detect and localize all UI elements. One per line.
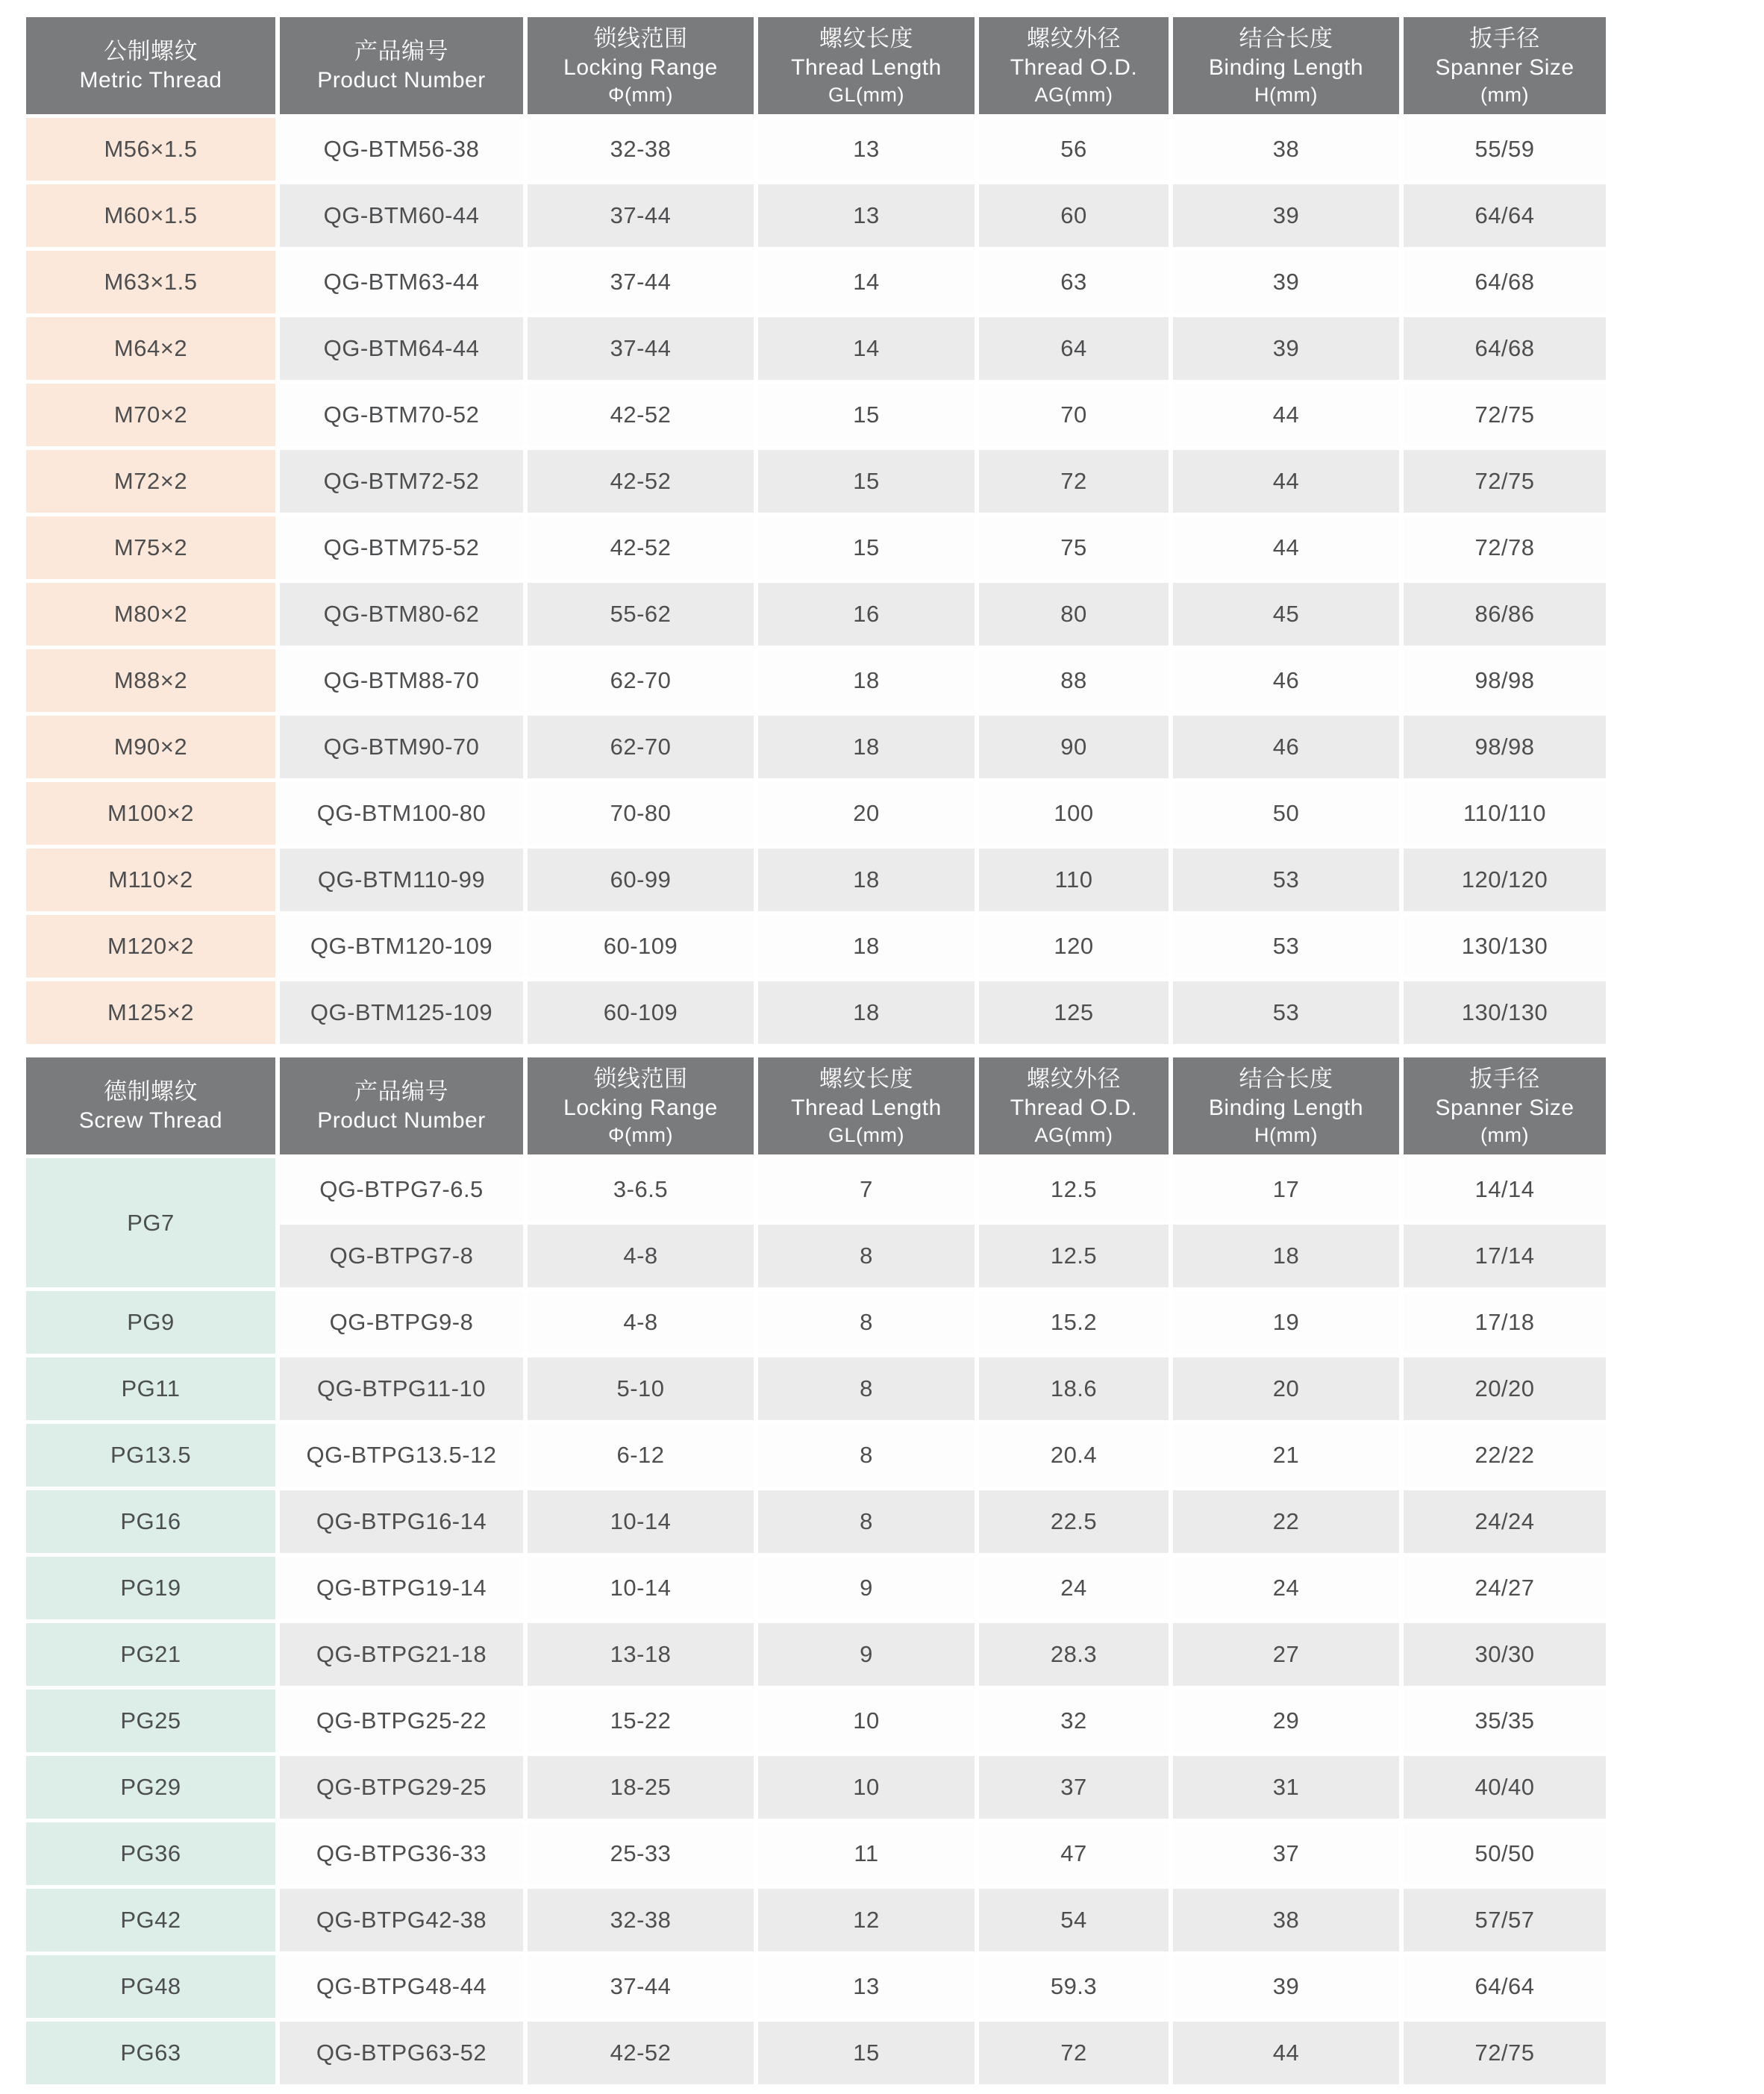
value-cell: QG-BTPG29-25 xyxy=(280,1756,523,1819)
value-cell: 50 xyxy=(1173,782,1399,845)
metric-row xyxy=(26,583,1606,646)
value-cell: 22 xyxy=(1173,1490,1399,1553)
value-cell: 4-8 xyxy=(528,1225,754,1287)
value-cell: 32-38 xyxy=(528,1889,754,1951)
metric-row xyxy=(26,915,1606,978)
value-cell: QG-BTPG13.5-12 xyxy=(280,1424,523,1487)
value-cell: 17/14 xyxy=(1404,1225,1606,1287)
value-cell: 64/68 xyxy=(1404,251,1606,313)
screw-row xyxy=(26,1822,1606,1885)
value-cell: 40/40 xyxy=(1404,1756,1606,1819)
value-cell: 57/57 xyxy=(1404,1889,1606,1951)
header-label-zh: 结合长度 xyxy=(1239,1066,1333,1092)
value-cell: 37 xyxy=(1173,1822,1399,1885)
value-cell: 18 xyxy=(758,716,975,778)
value-cell: 18 xyxy=(758,981,975,1044)
value-cell: 24/27 xyxy=(1404,1557,1606,1619)
value-cell: 53 xyxy=(1173,915,1399,978)
value-cell: 64/68 xyxy=(1404,317,1606,380)
value-cell: 20.4 xyxy=(979,1424,1169,1487)
value-cell: 20 xyxy=(1173,1357,1399,1420)
value-cell: 13 xyxy=(758,184,975,247)
header-label-zh: 螺纹外径 xyxy=(1027,1066,1121,1092)
screw-row xyxy=(26,2022,1606,2084)
value-cell: 20/20 xyxy=(1404,1357,1606,1420)
header-label-en: Locking Range xyxy=(563,55,718,80)
column-header-thread-length xyxy=(758,1057,975,1154)
header-label-unit: H(mm) xyxy=(1254,1124,1318,1146)
screw-row xyxy=(26,1756,1606,1819)
metric-row xyxy=(26,848,1606,911)
value-cell: 13 xyxy=(758,118,975,181)
header-label-unit: AG(mm) xyxy=(1034,1124,1113,1146)
metric-row xyxy=(26,184,1606,247)
value-cell: 37-44 xyxy=(528,1955,754,2018)
header-label-en: Product Number xyxy=(317,68,486,93)
value-cell: 18-25 xyxy=(528,1756,754,1819)
value-cell: 42-52 xyxy=(528,384,754,446)
value-cell: QG-BTM63-44 xyxy=(280,251,523,313)
thread-size-cell: M56×1.5 xyxy=(26,118,275,181)
screw-row xyxy=(26,1889,1606,1951)
column-header-locking-range xyxy=(528,17,754,114)
value-cell: 15.2 xyxy=(979,1291,1169,1354)
value-cell: 38 xyxy=(1173,118,1399,181)
value-cell: 70 xyxy=(979,384,1169,446)
value-cell: 20 xyxy=(758,782,975,845)
thread-size-cell: M72×2 xyxy=(26,450,275,513)
header-label-en: Product Number xyxy=(317,1108,486,1133)
value-cell: QG-BTM110-99 xyxy=(280,848,523,911)
header-label-unit: H(mm) xyxy=(1254,84,1318,106)
value-cell: 3-6.5 xyxy=(528,1158,754,1221)
value-cell: 55-62 xyxy=(528,583,754,646)
thread-size-cell: PG36 xyxy=(26,1822,275,1885)
value-cell: 37-44 xyxy=(528,251,754,313)
value-cell: 5-10 xyxy=(528,1357,754,1420)
screw-row xyxy=(26,1357,1606,1420)
value-cell: 16 xyxy=(758,583,975,646)
header-label-unit: AG(mm) xyxy=(1034,84,1113,106)
screw-tbody xyxy=(26,1158,1606,2084)
thread-size-cell: M63×1.5 xyxy=(26,251,275,313)
metric-thread-table xyxy=(22,13,1610,1048)
header-label-unit: (mm) xyxy=(1480,84,1529,106)
value-cell: QG-BTPG7-6.5 xyxy=(280,1158,523,1221)
value-cell: 59.3 xyxy=(979,1955,1169,2018)
thread-size-cell: M120×2 xyxy=(26,915,275,978)
header-label-unit: Φ(mm) xyxy=(607,84,673,106)
value-cell: 22/22 xyxy=(1404,1424,1606,1487)
value-cell: QG-BTPG21-18 xyxy=(280,1623,523,1686)
value-cell: 32-38 xyxy=(528,118,754,181)
value-cell: 8 xyxy=(758,1291,975,1354)
header-label-zh: 公制螺纹 xyxy=(104,38,198,64)
thread-size-cell: PG21 xyxy=(26,1623,275,1686)
header-label-en: Thread Length xyxy=(791,1096,942,1120)
value-cell: 32 xyxy=(979,1690,1169,1752)
value-cell: 44 xyxy=(1173,450,1399,513)
screw-row xyxy=(26,1424,1606,1487)
metric-row xyxy=(26,782,1606,845)
value-cell: QG-BTM64-44 xyxy=(280,317,523,380)
metric-tbody xyxy=(26,118,1606,1044)
column-header-locking-range xyxy=(528,1057,754,1154)
value-cell: 12.5 xyxy=(979,1158,1169,1221)
value-cell: 44 xyxy=(1173,2022,1399,2084)
column-header-thread-od xyxy=(979,17,1169,114)
value-cell: 7 xyxy=(758,1158,975,1221)
value-cell: 37-44 xyxy=(528,184,754,247)
header-label-unit: GL(mm) xyxy=(828,1124,904,1146)
value-cell: 10-14 xyxy=(528,1490,754,1553)
header-label-unit: (mm) xyxy=(1480,1124,1529,1146)
value-cell: 64 xyxy=(979,317,1169,380)
column-header-thread-length xyxy=(758,17,975,114)
column-header-binding-length xyxy=(1173,17,1399,114)
value-cell: 60-99 xyxy=(528,848,754,911)
header-label-zh: 螺纹长度 xyxy=(819,25,913,51)
value-cell: QG-BTM72-52 xyxy=(280,450,523,513)
metric-row xyxy=(26,317,1606,380)
screw-header-row xyxy=(26,1057,1606,1154)
metric-header-row xyxy=(26,17,1606,114)
value-cell: 8 xyxy=(758,1424,975,1487)
value-cell: 60-109 xyxy=(528,981,754,1044)
value-cell: 39 xyxy=(1173,317,1399,380)
value-cell: 38 xyxy=(1173,1889,1399,1951)
value-cell: 18 xyxy=(758,915,975,978)
value-cell: QG-BTPG36-33 xyxy=(280,1822,523,1885)
value-cell: 120/120 xyxy=(1404,848,1606,911)
value-cell: 45 xyxy=(1173,583,1399,646)
thread-size-cell: PG7 xyxy=(26,1158,275,1287)
metric-row xyxy=(26,716,1606,778)
value-cell: 8 xyxy=(758,1225,975,1287)
value-cell: QG-BTM60-44 xyxy=(280,184,523,247)
thread-size-cell: M110×2 xyxy=(26,848,275,911)
thread-size-cell: PG42 xyxy=(26,1889,275,1951)
value-cell: 55/59 xyxy=(1404,118,1606,181)
value-cell: 10 xyxy=(758,1756,975,1819)
value-cell: 30/30 xyxy=(1404,1623,1606,1686)
thread-size-cell: M75×2 xyxy=(26,516,275,579)
screw-row xyxy=(26,1690,1606,1752)
thread-size-cell: M88×2 xyxy=(26,649,275,712)
value-cell: 21 xyxy=(1173,1424,1399,1487)
value-cell: QG-BTM70-52 xyxy=(280,384,523,446)
column-header-product-number xyxy=(280,17,523,114)
value-cell: 42-52 xyxy=(528,2022,754,2084)
value-cell: 13-18 xyxy=(528,1623,754,1686)
value-cell: 72 xyxy=(979,2022,1169,2084)
value-cell: 39 xyxy=(1173,251,1399,313)
value-cell: 14/14 xyxy=(1404,1158,1606,1221)
screw-row xyxy=(26,1557,1606,1619)
metric-row xyxy=(26,981,1606,1044)
value-cell: 24 xyxy=(1173,1557,1399,1619)
value-cell: 90 xyxy=(979,716,1169,778)
column-header-metric-thread xyxy=(26,17,275,114)
value-cell: QG-BTPG16-14 xyxy=(280,1490,523,1553)
value-cell: 37 xyxy=(979,1756,1169,1819)
value-cell: 11 xyxy=(758,1822,975,1885)
header-label-en: Binding Length xyxy=(1208,1096,1364,1120)
value-cell: 130/130 xyxy=(1404,981,1606,1044)
header-label-zh: 德制螺纹 xyxy=(104,1078,198,1104)
value-cell: 4-8 xyxy=(528,1291,754,1354)
thread-size-cell: PG16 xyxy=(26,1490,275,1553)
value-cell: 53 xyxy=(1173,981,1399,1044)
header-label-zh: 螺纹长度 xyxy=(819,1066,913,1092)
thread-size-cell: PG48 xyxy=(26,1955,275,2018)
thread-size-cell: M64×2 xyxy=(26,317,275,380)
value-cell: 46 xyxy=(1173,716,1399,778)
value-cell: 63 xyxy=(979,251,1169,313)
value-cell: 72 xyxy=(979,450,1169,513)
value-cell: 53 xyxy=(1173,848,1399,911)
header-label-en: Thread O.D. xyxy=(1010,55,1138,80)
value-cell: 44 xyxy=(1173,516,1399,579)
value-cell: 120 xyxy=(979,915,1169,978)
value-cell: 37-44 xyxy=(528,317,754,380)
column-header-spanner-size xyxy=(1404,17,1606,114)
value-cell: 75 xyxy=(979,516,1169,579)
value-cell: 17/18 xyxy=(1404,1291,1606,1354)
column-header-binding-length xyxy=(1173,1057,1399,1154)
value-cell: 42-52 xyxy=(528,516,754,579)
header-label-zh: 螺纹外径 xyxy=(1027,25,1121,51)
thread-size-cell: M80×2 xyxy=(26,583,275,646)
thread-size-cell: M90×2 xyxy=(26,716,275,778)
thread-size-cell: PG19 xyxy=(26,1557,275,1619)
header-label-zh: 锁线范围 xyxy=(593,25,688,51)
value-cell: 29 xyxy=(1173,1690,1399,1752)
screw-thread-table xyxy=(22,1054,1610,2088)
value-cell: 88 xyxy=(979,649,1169,712)
value-cell: 72/75 xyxy=(1404,450,1606,513)
value-cell: 110/110 xyxy=(1404,782,1606,845)
value-cell: 27 xyxy=(1173,1623,1399,1686)
metric-row xyxy=(26,450,1606,513)
value-cell: 18 xyxy=(1173,1225,1399,1287)
value-cell: QG-BTPG19-14 xyxy=(280,1557,523,1619)
value-cell: 62-70 xyxy=(528,649,754,712)
column-header-thread-od xyxy=(979,1057,1169,1154)
value-cell: QG-BTM88-70 xyxy=(280,649,523,712)
value-cell: 25-33 xyxy=(528,1822,754,1885)
metric-row xyxy=(26,118,1606,181)
value-cell: 54 xyxy=(979,1889,1169,1951)
value-cell: 22.5 xyxy=(979,1490,1169,1553)
metric-row xyxy=(26,649,1606,712)
value-cell: 14 xyxy=(758,251,975,313)
thread-size-cell: PG9 xyxy=(26,1291,275,1354)
value-cell: 56 xyxy=(979,118,1169,181)
column-header-screw-thread xyxy=(26,1057,275,1154)
value-cell: 19 xyxy=(1173,1291,1399,1354)
value-cell: QG-BTM56-38 xyxy=(280,118,523,181)
header-label-en: Spanner Size xyxy=(1435,55,1574,80)
value-cell: 15 xyxy=(758,516,975,579)
value-cell: 64/64 xyxy=(1404,1955,1606,2018)
thread-size-cell: PG11 xyxy=(26,1357,275,1420)
value-cell: 86/86 xyxy=(1404,583,1606,646)
header-label-en: Binding Length xyxy=(1208,55,1364,80)
value-cell: 8 xyxy=(758,1490,975,1553)
column-header-spanner-size xyxy=(1404,1057,1606,1154)
header-label-zh: 产品编号 xyxy=(354,1078,448,1104)
thread-size-cell: PG29 xyxy=(26,1756,275,1819)
value-cell: 98/98 xyxy=(1404,649,1606,712)
value-cell: 12.5 xyxy=(979,1225,1169,1287)
column-header-product-number xyxy=(280,1057,523,1154)
header-label-zh: 产品编号 xyxy=(354,38,448,64)
value-cell: 72/75 xyxy=(1404,384,1606,446)
value-cell: QG-BTM75-52 xyxy=(280,516,523,579)
header-label-unit: Φ(mm) xyxy=(607,1124,673,1146)
value-cell: 42-52 xyxy=(528,450,754,513)
thread-size-cell: PG63 xyxy=(26,2022,275,2084)
value-cell: QG-BTM125-109 xyxy=(280,981,523,1044)
value-cell: 72/78 xyxy=(1404,516,1606,579)
value-cell: 14 xyxy=(758,317,975,380)
header-label-en: Spanner Size xyxy=(1435,1096,1574,1120)
header-label-unit: GL(mm) xyxy=(828,84,904,106)
metric-row xyxy=(26,516,1606,579)
value-cell: QG-BTM90-70 xyxy=(280,716,523,778)
value-cell: 31 xyxy=(1173,1756,1399,1819)
value-cell: 17 xyxy=(1173,1158,1399,1221)
screw-row xyxy=(26,1158,1606,1221)
value-cell: 100 xyxy=(979,782,1169,845)
thread-size-cell: M125×2 xyxy=(26,981,275,1044)
value-cell: 62-70 xyxy=(528,716,754,778)
value-cell: 80 xyxy=(979,583,1169,646)
header-label-en: Thread Length xyxy=(791,55,942,80)
value-cell: 130/130 xyxy=(1404,915,1606,978)
value-cell: 10-14 xyxy=(528,1557,754,1619)
header-label-zh: 扳手径 xyxy=(1469,25,1540,51)
value-cell: 50/50 xyxy=(1404,1822,1606,1885)
value-cell: 9 xyxy=(758,1557,975,1619)
value-cell: 39 xyxy=(1173,184,1399,247)
header-label-en: Metric Thread xyxy=(79,68,222,93)
value-cell: 110 xyxy=(979,848,1169,911)
value-cell: 15 xyxy=(758,2022,975,2084)
value-cell: 72/75 xyxy=(1404,2022,1606,2084)
value-cell: 98/98 xyxy=(1404,716,1606,778)
thread-size-cell: PG13.5 xyxy=(26,1424,275,1487)
value-cell: QG-BTPG63-52 xyxy=(280,2022,523,2084)
value-cell: 15-22 xyxy=(528,1690,754,1752)
header-label-en: Screw Thread xyxy=(78,1108,223,1133)
value-cell: QG-BTM100-80 xyxy=(280,782,523,845)
value-cell: 9 xyxy=(758,1623,975,1686)
value-cell: QG-BTPG48-44 xyxy=(280,1955,523,2018)
value-cell: 13 xyxy=(758,1955,975,2018)
value-cell: QG-BTPG11-10 xyxy=(280,1357,523,1420)
value-cell: 10 xyxy=(758,1690,975,1752)
value-cell: 125 xyxy=(979,981,1169,1044)
screw-row xyxy=(26,1623,1606,1686)
thread-size-cell: M70×2 xyxy=(26,384,275,446)
header-label-en: Thread O.D. xyxy=(1010,1096,1138,1120)
value-cell: 18 xyxy=(758,649,975,712)
value-cell: 60 xyxy=(979,184,1169,247)
thread-size-cell: M60×1.5 xyxy=(26,184,275,247)
metric-row xyxy=(26,384,1606,446)
value-cell: QG-BTM120-109 xyxy=(280,915,523,978)
value-cell: 28.3 xyxy=(979,1623,1169,1686)
value-cell: 70-80 xyxy=(528,782,754,845)
screw-row xyxy=(26,1955,1606,2018)
value-cell: 44 xyxy=(1173,384,1399,446)
thread-size-cell: PG25 xyxy=(26,1690,275,1752)
value-cell: 24/24 xyxy=(1404,1490,1606,1553)
value-cell: 60-109 xyxy=(528,915,754,978)
header-label-zh: 结合长度 xyxy=(1239,25,1333,51)
screw-row xyxy=(26,1490,1606,1553)
value-cell: 47 xyxy=(979,1822,1169,1885)
header-label-en: Locking Range xyxy=(563,1096,718,1120)
value-cell: QG-BTPG25-22 xyxy=(280,1690,523,1752)
thread-size-cell: M100×2 xyxy=(26,782,275,845)
screw-row xyxy=(26,1291,1606,1354)
value-cell: 8 xyxy=(758,1357,975,1420)
header-label-zh: 锁线范围 xyxy=(593,1066,688,1092)
value-cell: 15 xyxy=(758,384,975,446)
value-cell: 6-12 xyxy=(528,1424,754,1487)
value-cell: 39 xyxy=(1173,1955,1399,2018)
value-cell: 46 xyxy=(1173,649,1399,712)
header-label-zh: 扳手径 xyxy=(1469,1066,1540,1092)
value-cell: 35/35 xyxy=(1404,1690,1606,1752)
value-cell: QG-BTPG7-8 xyxy=(280,1225,523,1287)
value-cell: 24 xyxy=(979,1557,1169,1619)
value-cell: 15 xyxy=(758,450,975,513)
value-cell: 18 xyxy=(758,848,975,911)
value-cell: QG-BTM80-62 xyxy=(280,583,523,646)
value-cell: 18.6 xyxy=(979,1357,1169,1420)
value-cell: 12 xyxy=(758,1889,975,1951)
value-cell: QG-BTPG9-8 xyxy=(280,1291,523,1354)
metric-row xyxy=(26,251,1606,313)
value-cell: 64/64 xyxy=(1404,184,1606,247)
value-cell: QG-BTPG42-38 xyxy=(280,1889,523,1951)
